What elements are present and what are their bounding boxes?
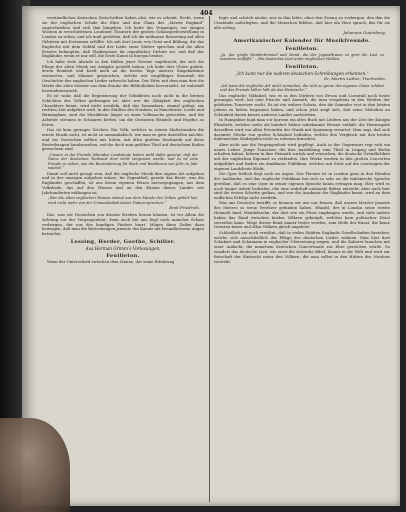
left-column-para: Das ist kein geringes Zeichen. Ein Volk, welches in seinen Mußestunden die ernste Musik sucht, ist nicht so unmusikalisch, wie man es gern darstellen möchte, und wir Deutschen sollten uns hüten, mit allzu großem Hochmuth auf diese Bestrebungen herabzusehen, welche doch zum größten Theil auf deutschem Boden gewachsen sind. (42, 127, 204, 152)
left-column-sub: Aus Herman Grimm’s Vorlesungen. (85, 246, 161, 252)
right-column-sig: Johannes Gutenberg. (343, 29, 386, 35)
left-column-sig: Emil Friedrich. (169, 205, 200, 211)
right-column-sig: Dr. Martin Luther, Tischreden. (323, 75, 386, 81)
left-column-para: Wenn der Unterschied zwischen dem Manne, der seine Erfahrung (47, 259, 175, 265)
right-column-quote: „Ich kann die englische Art nicht verstehen, die sich so gerne des eigenen Gutes schämt und das Fremde höher hält als das Heimische.“ (220, 83, 384, 93)
right-column-para: Was uns Deutsche betrifft, so können wir uns nur freuen, daß unsere Meister jenseits des Meeres so treue Verehrer gefunden haben. Händel, der in London seine zweite Heimath fand, Mendelssohn, der dort wie ein Fürst empfangen wurde, und viele andere haben das Band zwischen beiden Völkern geknüpft, welches kein politischer Zwist zerreißen kann. Möge dieses Band immer fester werden, zum Heile der Kunst, die keine Grenzen kennt und allen Völkern gleich angehört. (214, 200, 390, 230)
right-column-para: Schließlich sei noch erwähnt, daß in vielen Städten Englands Gesellschaften bestehen, welche sich ausschließlich der Pflege des deutschen Liedes widmen. Man hört dort Schubert und Schumann in englischer Übersetzung singen, und die Zuhörer lauschen mit einer Andacht, die manchem deutschen Concertsaale zur Ehre gereichen würde. So wandert das deutsche Lied, wie einst die deutsche Bibel, hinaus in die Welt und wird zur Botschaft der Eintracht unter den Völkern, die man selbst in den Hütten des Nordens versteht. (214, 229, 390, 264)
right-column-head: Amerikanischer Kalender für Musikfreunde. (233, 37, 371, 44)
page-number: 404 (200, 10, 213, 17)
right-column-para: Das englische Volkslied, wie es in den Dörfern von Devon und Cornwall noch heute gesungen wird, hat eine Frische und Anmuth, die man vergebens in den Werken der gelehrten Tonsetzer sucht. Es ist ein wahrer Schatz, den die Sammler erst in den letzten Jahren zu heben begonnen haben, und schon jetzt zeigt sich, daß seine Melodien an Schönheit denen keines anderen Landes nachstehen. (214, 92, 390, 117)
left-column-para: verständlichen deutschen Zeitschriften haben also, wie es scheint, Recht, wenn sie der englischen Schule die Ehre und den Glanz des „Merrie England“ zugeschrieben und sich ihm hingeben. Ich hatte das Vergnügen, vor einigen Wochen in verschiedenen Londoner Theatern der großen Schauspielvorstellung in London zu sehen, und ich muß gestehen, daß ich die mühsame Besserung auf allen Gebieten mit Erstaunen erfüllte. Ich sah dort Leute von Geist und Bildung, die das Englische mit dem Gefühl und der Liebe einer Mutter sprechen und die allen Ernstes behaupten, daß Shakespeare ihr eigentlicher Dichter sei, und daß der Engländer, wenn er nur will, die beste Kunst in Europa besitze. (42, 16, 204, 59)
right-column-head: Feuilleton. (285, 45, 319, 52)
right-column-quote: „Ja, der große Wanderhimmel und Mond, die der Jugendtraum so gern die Lust zu wandern einflößt.“ – Ein deutsches Lied unter englischen Wolken. (220, 52, 384, 62)
right-column-sub: „Ich kann nur die wahren deutschen Schreibungen erkennen.“ (235, 70, 369, 76)
right-column-para: Aber nicht nur die Vergangenheit wird gepflegt. Auch in der Gegenwart regt sich ein neues Leben. Junge Tonsetzer, die ihre Ausbildung zum Theil in Leipzig und Berlin erhalten haben, kehren in ihre Heimath zurück und versuchen, die deutsche Gründlichkeit mit der englischen Eigenart zu verbinden. Ihre Werke werden in den großen Concerten aufgeführt und finden ein dankbares Publikum, welches mit Stolz auf die Leistungen der eigenen Landsleute blickt. (214, 141, 390, 171)
left-column-para: Das, was wir Deutschen von diesem Streben lernen können, ist vor Allem die Achtung vor der Vergangenheit; denn auch bei uns liegt noch mancher Schatz verborgen, der nur des kundigen Finders harrt. Mögen diese Zeilen dazu beitragen, daß man die Bestrebungen jenseits des Kanals mit freundlicheren Augen betrachte. (42, 212, 204, 237)
right-column (214, 16, 390, 504)
newspaper-page (22, 6, 400, 506)
right-column-head: Feuilleton. (285, 63, 319, 70)
left-column-head: Feuilleton. (106, 253, 140, 260)
right-column-para: legte und schrieb nieder, was in ihm lebte, ohne den Zwang zu verbergen, den ihm die Umstände auferlegten, und die Menschen fühlten, daß hier ein Herz sprach, das für sie alle schlug. (214, 16, 390, 30)
left-column-quote: „Unsere in der Fremde lebenden Landsleute haben wohl dafür gesorgt, daß der Name der deutschen Tonkunst dort nicht vergessen werde, und es ist eine Freude zu sehen, wie die Bewunderung für Bach und Beethoven von Jahr zu Jahr wächst.“ (48, 152, 198, 171)
right-column-para: In Hampshire fand man vor kurzem ein altes Buch mit Liedern aus der Zeit der Königin Elisabeth, welches mehr als hundert bisher unbekannte Weisen enthält; die Herausgabe desselben wird von allen Freunden der Musik mit Spannung erwartet. Man sagt, daß sich darunter Stücke von großer Schönheit befinden, welche den Vergleich mit den besten italienischen Madrigalen nicht zu scheuen brauchen. (214, 117, 390, 142)
left-column-para: Damit soll nicht gesagt sein, daß die englische Musik ihre eigene Art aufgeben und in der unsrigen aufgehen müsse. Im Gegentheil, gerade das Beste, was die Engländer geschaffen, ist aus ihrem eigenen Wesen hervorgegangen, aus dem Volksliede, das auf den Wiesen und an den Küsten dieses Landes seit Jahrhunderten erklungen ist. (42, 170, 204, 195)
left-column-para: Ich habe viele Abende in den Hallen jener Vereine zugebracht, die sich die Pflege der alten Musik zur Aufgabe gestellt haben; ich habe dort Chöre gehört, deren Reinheit und Kraft mich an die besten Tage unserer Singakademie erinnerten, und Männer gesprochen, welche mit sorgfältiger Kenntniß die Geschichte des englischen Liedes erforscht haben. Der Eifer, mit dem man dort die Werke der alten Meister aus dem Staube der Bibliotheken hervorzieht, ist wahrhaft bewundernswerth. (42, 58, 204, 93)
left-column-para: Es ist wahr, daß die Begeisterung der Gebildeten noch nicht in die breiten Schichten des Volkes gedrungen ist; aber wer die Zähigkeit des englischen Charakters kennt, wird nicht zweifeln, daß das Samenkorn, einmal gelegt, zur rechten Zeit aufgehen wird. In den Städten des Nordens, in Manchester, Leeds und Birmingham, sind die Musikfeste längst zu einer Volkssache geworden, und die Arbeiter strömen in Schaaren herbei, um die Oratorien Händels und Haydns zu hören. (42, 92, 204, 127)
left-column (42, 16, 204, 504)
right-column-para: Die Oper freilich liegt noch im Argen. Das Theater ist in London ganz in den Händen der Ausländer, und das englische Publikum hat sich so sehr an die italienische Sprache gewöhnt, daß es eine Oper in seiner eigenen Sprache kaum ertragen mag. Hier wird es noch langer Arbeit bedürfen, ehe eine wahrhaft nationale Bühne entsteht; aber auch hier sind die ersten Schritte gethan, und wer die Ausdauer der Engländer kennt, wird an dem endlichen Erfolge nicht zweifeln. (214, 171, 390, 201)
left-column-quote: „Wer die alten englischen Weisen einmal aus dem Munde des Volkes gehört hat, wird nicht mehr von der Unmusikalität dieser Nation sprechen.“ (48, 196, 198, 205)
left-column-head: Lessing, Herder, Goethe, Schiller. (70, 239, 176, 246)
column-divider (209, 16, 210, 502)
